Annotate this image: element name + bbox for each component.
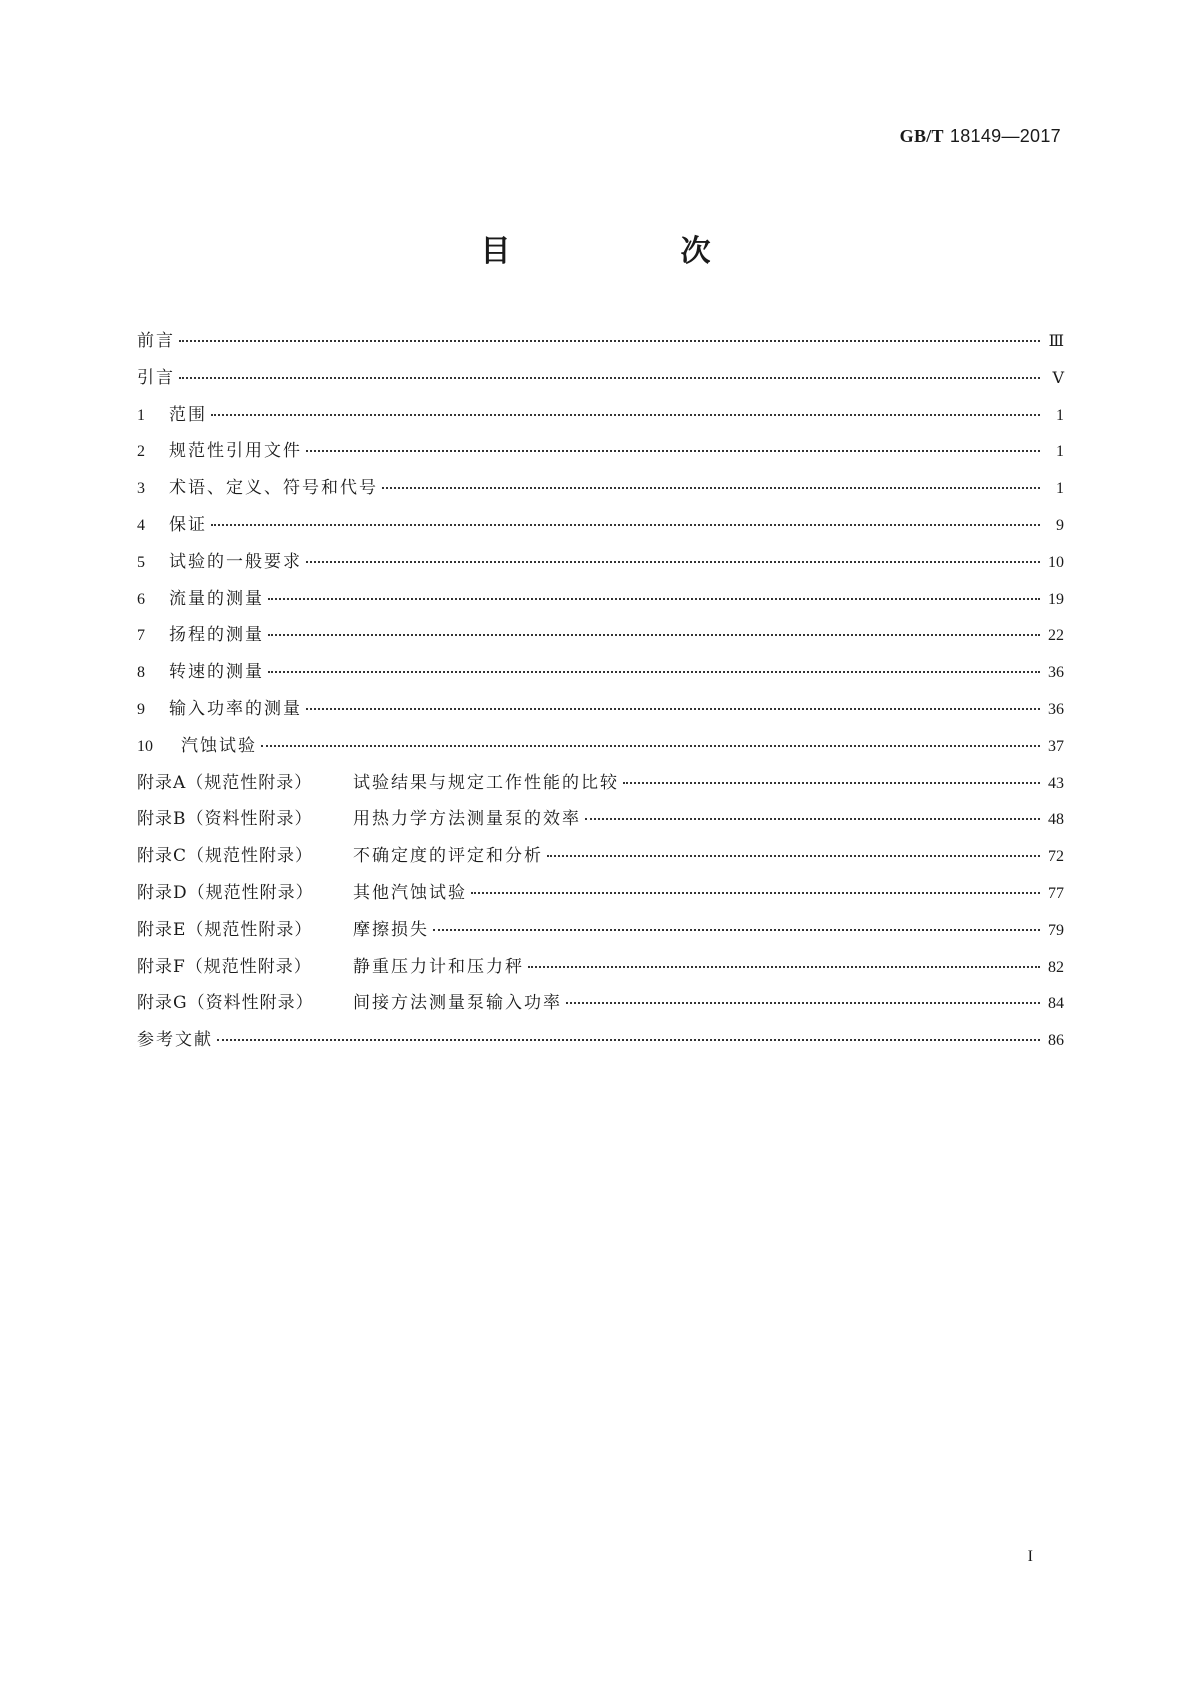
toc-entry-label: 参考文献 <box>137 1030 213 1051</box>
toc-entry-label: 汽蚀试验 <box>181 735 257 756</box>
toc-entry-page: 84 <box>1048 995 1064 1013</box>
toc-dot-leader <box>528 966 1040 968</box>
toc-entry-annex-e[interactable] <box>137 915 1064 952</box>
toc-dot-leader <box>179 377 1040 379</box>
toc-entry-number: 8 <box>137 664 145 682</box>
toc-entry-page: 10 <box>1048 553 1064 571</box>
toc-entry-page: 43 <box>1048 774 1064 792</box>
toc-entry-label: 试验的一般要求 <box>169 551 302 572</box>
toc-entry-label: 试验结果与规定工作性能的比较 <box>353 772 619 793</box>
toc-entry-page: Ⅴ <box>1052 369 1064 387</box>
toc-entry-label: 其他汽蚀试验 <box>353 882 467 903</box>
toc-entry-annex-g[interactable] <box>137 988 1064 1025</box>
toc-list <box>137 326 1064 1062</box>
toc-dot-leader <box>261 745 1040 747</box>
toc-entry-introduction[interactable] <box>137 363 1064 400</box>
toc-entry-annex-d[interactable] <box>137 878 1064 915</box>
toc-entry-annex-c[interactable] <box>137 841 1064 878</box>
toc-entry-label: 规范性引用文件 <box>169 441 302 462</box>
toc-annex-prefix: 附录G（资料性附录） <box>137 993 314 1014</box>
toc-entry-page: 48 <box>1048 811 1064 829</box>
toc-entry-label: 引言 <box>137 367 175 388</box>
toc-dot-leader <box>471 892 1040 894</box>
toc-entry-preface[interactable] <box>137 326 1064 363</box>
toc-entry-label: 术语、定义、符号和代号 <box>169 478 378 499</box>
toc-entry-number: 4 <box>137 516 145 534</box>
toc-entry-label: 静重压力计和压力秤 <box>353 956 524 977</box>
toc-entry-page: 72 <box>1048 848 1064 866</box>
toc-entry-section-7[interactable] <box>137 620 1064 657</box>
toc-entry-number: 10 <box>137 737 153 755</box>
toc-dot-leader <box>306 708 1040 710</box>
toc-entry-section-8[interactable] <box>137 657 1064 694</box>
toc-entry-number: 6 <box>137 590 145 608</box>
toc-entry-label: 范围 <box>169 404 207 425</box>
toc-entry-label: 不确定度的评定和分析 <box>353 846 543 867</box>
toc-entry-annex-b[interactable] <box>137 804 1064 841</box>
toc-dot-leader <box>382 487 1040 489</box>
toc-entry-page: 36 <box>1048 700 1064 718</box>
toc-entry-label: 用热力学方法测量泵的效率 <box>353 809 581 830</box>
toc-entry-annex-f[interactable] <box>137 952 1064 989</box>
toc-dot-leader <box>433 929 1040 931</box>
toc-dot-leader <box>268 634 1040 636</box>
toc-entry-page: 1 <box>1056 406 1064 424</box>
toc-entry-page: 37 <box>1048 737 1064 755</box>
toc-entry-label: 间接方法测量泵输入功率 <box>353 993 562 1014</box>
toc-entry-label: 保证 <box>169 514 207 535</box>
toc-entry-section-4[interactable] <box>137 510 1064 547</box>
toc-entry-number: 2 <box>137 443 145 461</box>
toc-annex-prefix: 附录A（规范性附录） <box>137 772 313 793</box>
toc-entry-label: 摩擦损失 <box>353 919 429 940</box>
toc-entry-number: 1 <box>137 406 145 424</box>
toc-entry-section-2[interactable] <box>137 436 1064 473</box>
standard-code <box>900 126 1061 147</box>
toc-entry-page: 9 <box>1056 516 1064 534</box>
toc-dot-leader <box>566 1002 1040 1004</box>
toc-entry-label: 前言 <box>137 331 175 351</box>
toc-entry-label: 输入功率的测量 <box>169 698 302 719</box>
toc-entry-page: 82 <box>1048 958 1064 976</box>
toc-entry-section-5[interactable] <box>137 547 1064 584</box>
toc-title: 目 次 <box>480 234 781 269</box>
toc-entry-label: 转速的测量 <box>169 662 264 683</box>
toc-dot-leader <box>211 414 1040 416</box>
toc-dot-leader <box>179 340 1040 342</box>
toc-annex-prefix: 附录F（规范性附录） <box>137 956 312 977</box>
toc-dot-leader <box>623 782 1040 784</box>
toc-entry-number: 9 <box>137 700 145 718</box>
page-number: I <box>1027 1548 1033 1565</box>
standard-number: 18149—2017 <box>949 126 1061 146</box>
toc-entry-section-1[interactable] <box>137 400 1064 437</box>
toc-entry-page: 19 <box>1048 590 1064 608</box>
toc-dot-leader <box>547 855 1040 857</box>
toc-entry-page: 22 <box>1048 627 1064 645</box>
toc-dot-leader <box>306 450 1040 452</box>
toc-entry-section-9[interactable] <box>137 694 1064 731</box>
toc-annex-prefix: 附录D（规范性附录） <box>137 882 314 903</box>
toc-dot-leader <box>306 561 1040 563</box>
toc-entry-section-3[interactable] <box>137 473 1064 510</box>
toc-entry-page: 77 <box>1048 884 1064 902</box>
toc-entry-page: 36 <box>1048 664 1064 682</box>
toc-annex-prefix: 附录C（规范性附录） <box>137 846 314 867</box>
toc-entry-number: 7 <box>137 627 145 645</box>
toc-entry-page: 79 <box>1048 921 1064 939</box>
toc-entry-bibliography[interactable] <box>137 1025 1064 1062</box>
toc-entry-annex-a[interactable] <box>137 768 1064 805</box>
toc-dot-leader <box>268 598 1040 600</box>
standard-prefix: GB/T <box>899 126 944 146</box>
toc-entry-label: 扬程的测量 <box>169 625 264 646</box>
toc-dot-leader <box>217 1039 1040 1041</box>
toc-entry-number: 5 <box>137 553 145 571</box>
toc-dot-leader <box>585 818 1040 820</box>
toc-entry-page: 1 <box>1056 480 1064 498</box>
toc-entry-section-6[interactable] <box>137 584 1064 621</box>
toc-entry-page: 86 <box>1048 1032 1064 1050</box>
toc-entry-page: 1 <box>1056 443 1064 461</box>
toc-dot-leader <box>211 524 1040 526</box>
toc-annex-prefix: 附录E（规范性附录） <box>137 919 313 940</box>
toc-dot-leader <box>268 671 1040 673</box>
toc-entry-number: 3 <box>137 480 145 498</box>
toc-entry-section-10[interactable] <box>137 731 1064 768</box>
toc-annex-prefix: 附录B（资料性附录） <box>137 809 313 830</box>
toc-entry-label: 流量的测量 <box>169 588 264 609</box>
toc-entry-page: Ⅲ <box>1048 333 1064 350</box>
